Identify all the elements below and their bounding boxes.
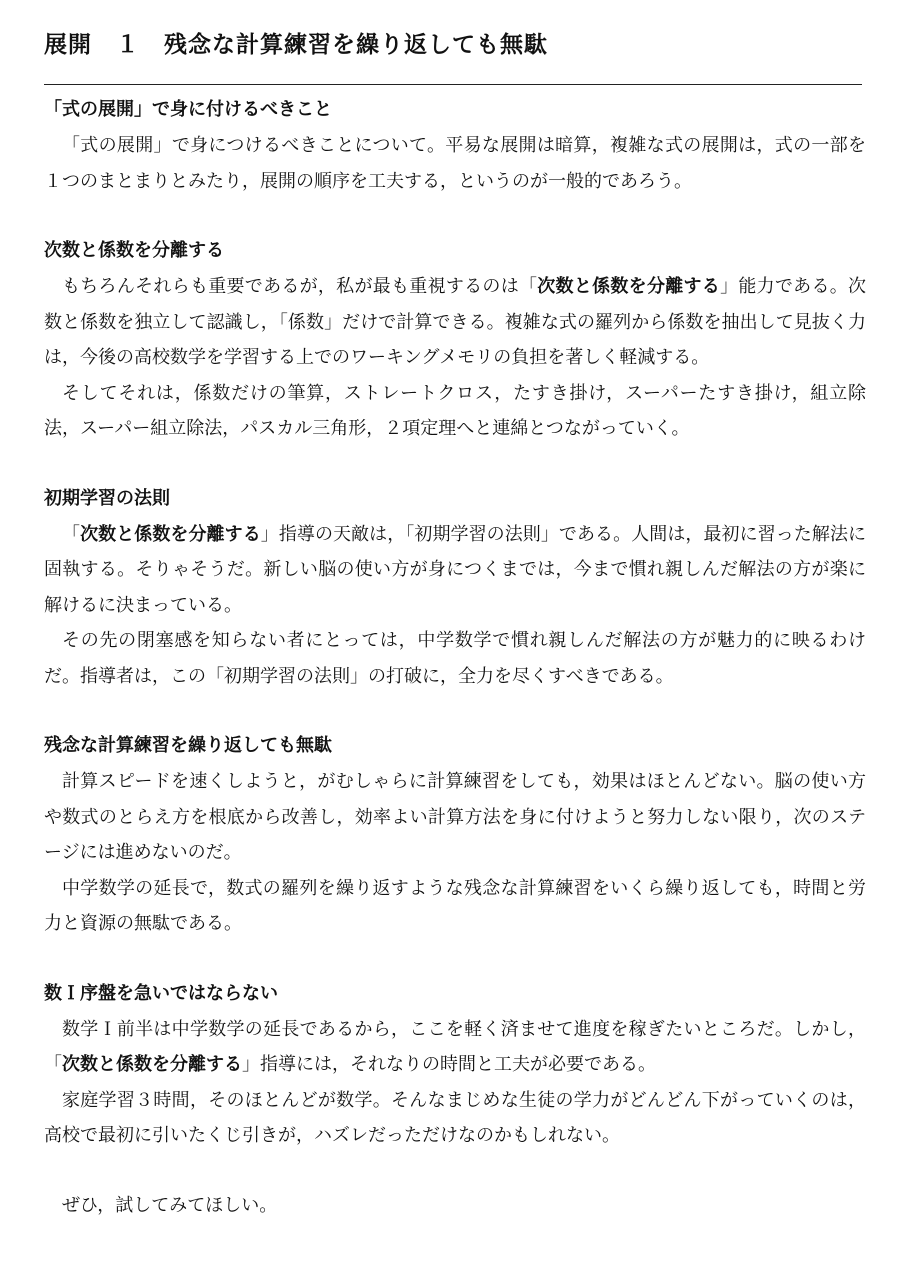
paragraph: 計算スピードを速くしようと，がむしゃらに計算練習をしても，効果はほとんどない。脳の使い方や数式のとらえ方を根底から改善し，効率よい計算方法を身に付けようと努力しない限り，次のステージには進めないのだ。 [44,771,866,863]
section-spacer [44,694,866,728]
title-divider [44,84,862,85]
emphasis-text: 次数と係数を分離する [537,276,721,297]
paragraph: 家庭学習３時間，そのほとんどが数学。そんなまじめな生徒の学力がどんどん下がっていくのは，高校で最初に引いたくじ引きが，ハズレだっただけなのかもしれない。 [44,1089,866,1146]
section-heading: 「式の展開」で身に付けるべきこと [44,99,332,120]
paragraph: そしてそれは，係数だけの筆算，ストレートクロス，たすき掛け，スーパーたすき掛け，組立除法，スーパー組立除法，パスカル三角形，２項定理へと連綿とつながっていく。 [44,382,866,439]
section-spacer [44,199,866,233]
page-title: 展開 １ 残念な計算練習を繰り返しても無駄 [44,32,548,58]
paragraph: 「式の展開」で身につけるべきことについて。平易な展開は暗算，複雑な式の展開は，式の一部を１つのまとまりとみたり，展開の順序を工夫する，というのが一般的であろう。 [44,135,866,192]
section-heading: 数Ｉ序盤を急いではならない [44,982,278,1004]
paragraph: もちろんそれらも重要であるが，私が最も重視するのは「次数と係数を分離する」能力である。次数と係数を独立して認識し，「係数」だけで計算できる。複雑な式の羅列から係数を抽出して見抜く力は，今後の高校数学を学習する上でのワーキングメモリの負担を著しく軽減する。 [44,276,867,368]
section-keisan-renshuu [44,728,866,942]
section-spacer [44,942,866,976]
section-heading: 残念な計算練習を繰り返しても無駄 [44,735,332,756]
paragraph: 数学Ｉ前半は中学数学の延長であるから，ここを軽く済ませて進度を稼ぎたいところだ。しかし，「次数と係数を分離する」指導には，それなりの時間と工夫が必要である。 [44,1018,866,1075]
section-shoki-gakushuu [44,481,866,695]
paragraph: 「次数と係数を分離する」指導の天敵は，「初期学習の法則」である。人間は，最初に習った解法に固執する。そりゃそうだ。新しい脳の使い方が身につくまでは，今まで慣れ親しんだ解法の方が楽に解けるに決まっている。 [44,523,867,616]
section-heading: 初期学習の法則 [44,487,170,509]
section-spacer [44,447,866,481]
paragraph: その先の閉塞感を知らない者にとっては，中学数学で慣れ親しんだ解法の方が魅力的に映るわけだ。指導者は，この「初期学習の法則」の打破に，全力を尽くすべきである。 [44,630,866,687]
section-suu1-joban [44,976,866,1154]
section-shiki-no-tenkai [44,92,866,199]
section-heading: 次数と係数を分離する [44,240,224,261]
document-body [44,92,866,1223]
emphasis-text: 次数と係数を分離する [62,1054,242,1075]
section-jisuu-keisuu [44,233,866,447]
paragraph: 中学数学の延長で，数式の羅列を繰り返すような残念な計算練習をいくら繰り返しても，時間と労力と資源の無駄である。 [44,877,866,934]
closing-line: ぜひ，試してみてほしい。 [62,1194,278,1216]
section-spacer [44,1154,866,1188]
emphasis-text: 次数と係数を分離する [80,523,261,545]
